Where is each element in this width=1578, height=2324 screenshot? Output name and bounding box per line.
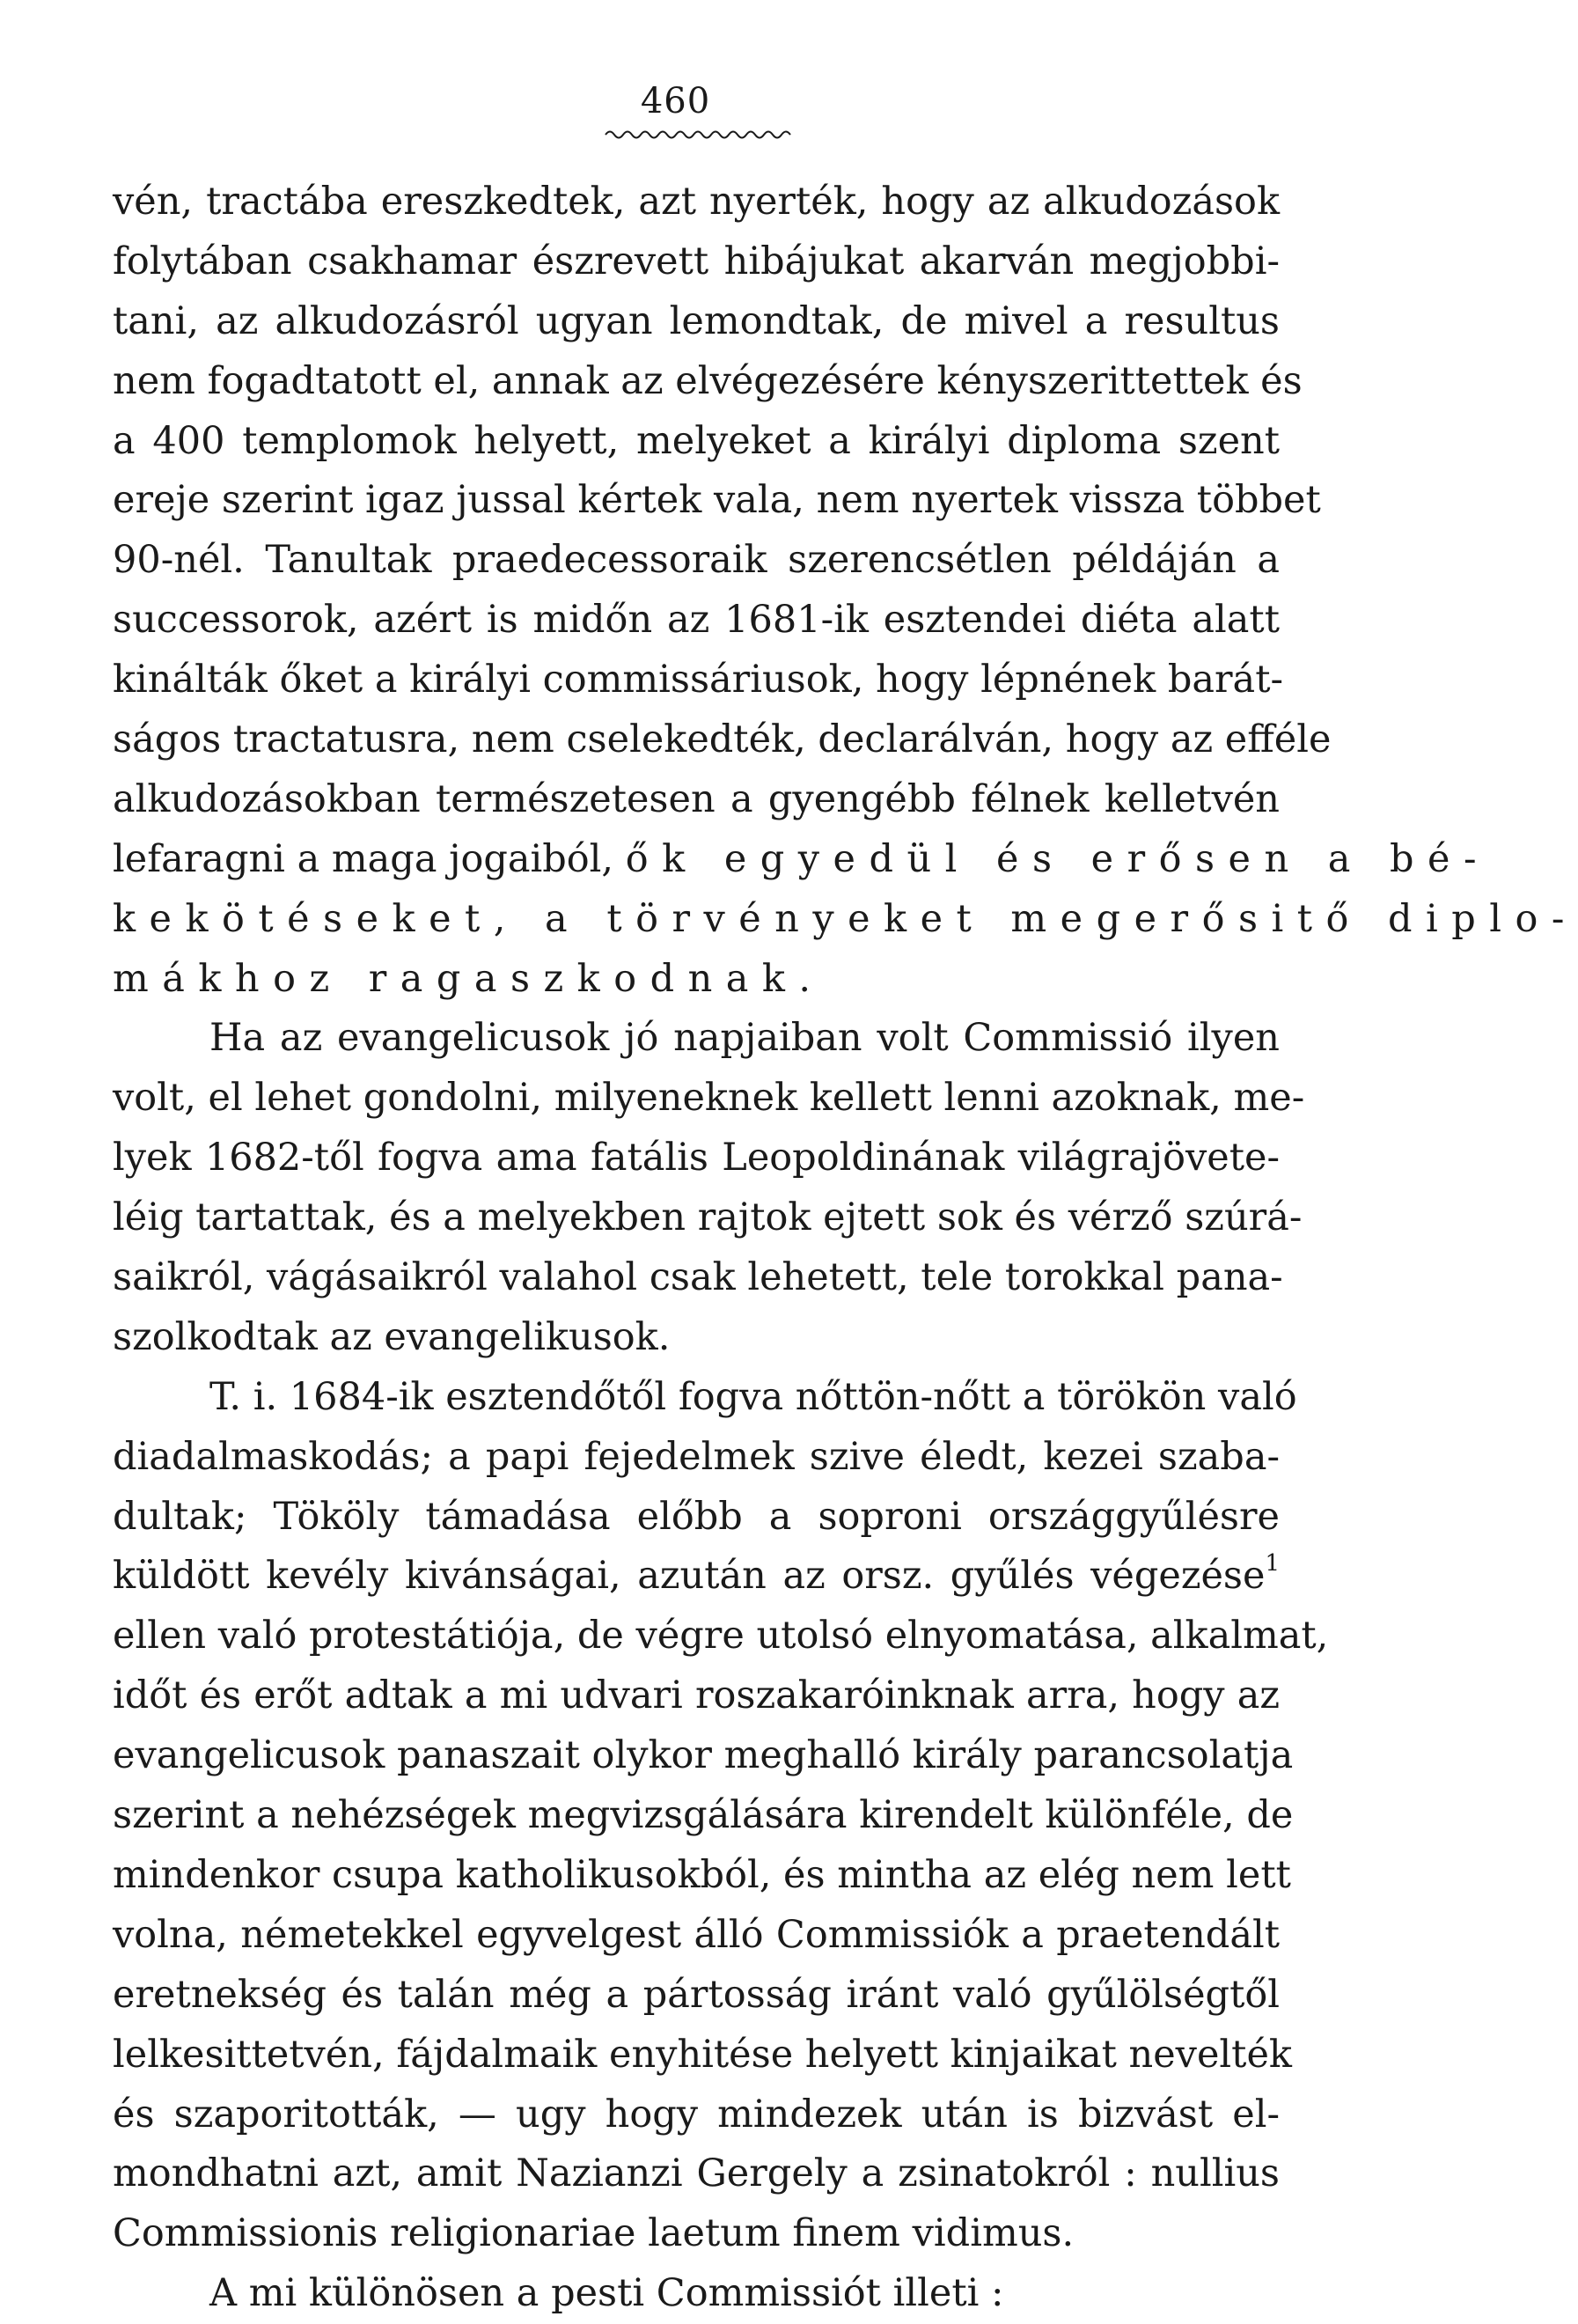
text-line (113, 1547, 1280, 1607)
footnote-marker: 1 (1265, 1550, 1280, 1578)
text-line (113, 710, 1332, 770)
text-line (113, 1726, 1294, 1786)
text-line (113, 412, 1280, 472)
line-text: lelkesittetvén, fájdalmaik enyhitése helyett kinjaikat nevelték (113, 2032, 1292, 2077)
text-line (113, 2085, 1280, 2145)
text-line (113, 352, 1303, 412)
text-line (113, 830, 1490, 890)
text-line (113, 1786, 1294, 1846)
wavy-rule-ornament (606, 129, 790, 141)
line-text: Commissionis religionariae laetum finem vidimus. (113, 2211, 1075, 2256)
text-line (113, 1069, 1305, 1129)
text-line (113, 2026, 1292, 2085)
line-text: evangelicusok panaszait olykor meghalló király parancsolatja (113, 1733, 1294, 1778)
text-line (113, 591, 1280, 651)
text-line (113, 1488, 1280, 1548)
text-line (113, 471, 1321, 531)
line-text: 90-nél. Tanultak praedecessoraik szerencsétlen példáján a (113, 538, 1280, 583)
line-text: ságos tractatusra, nem cselekedték, declarálván, hogy az efféle (113, 717, 1332, 762)
line-text: T. i. 1684-ik esztendőtől fogva nőttön-nőtt a törökön való (209, 1374, 1297, 1419)
text-line (113, 1906, 1280, 1966)
line-text: ereje szerint igaz jussal kértek vala, nem nyertek vissza többet (113, 478, 1321, 523)
line-text: volna, németekkel egyvelgest álló Commissiók a praetendált (113, 1912, 1280, 1957)
emphasized-text: ők egyedül és erősen a bé- (625, 836, 1490, 881)
text-line (113, 2204, 1280, 2264)
text-line (113, 651, 1283, 710)
line-text: időt és erőt adtak a mi udvari roszakaróinknak arra, hogy az (113, 1673, 1280, 1718)
text-line (113, 1248, 1283, 1308)
line-text: lefaragni a maga jogaiból, (113, 836, 626, 881)
text-line (113, 1666, 1280, 1726)
line-text: tani, az alkudozásról ugyan lemondtak, de mivel a resultus (113, 298, 1280, 343)
line-text: küldött kevély kivánságai, azután az orsz. gyűlés végezése (113, 1554, 1266, 1599)
line-text: lyek 1682-től fogva ama fatális Leopoldinának világrajövete- (113, 1136, 1280, 1180)
text-line (113, 1607, 1329, 1666)
line-text: mindenkor csupa katholikusokból, és mintha az elég nem lett (113, 1852, 1291, 1897)
text-line (113, 1129, 1280, 1188)
line-text: A mi különösen a pesti Commissiót illeti : (209, 2271, 1004, 2316)
text-line (113, 890, 1578, 950)
text-line (113, 1308, 1280, 1368)
line-text: a 400 templomok helyett, melyeket a királyi diploma szent (113, 418, 1280, 463)
line-text: szolkodtak az evangelikusok. (113, 1314, 671, 1359)
line-text: volt, el lehet gondolni, milyeneknek kellett lenni azoknak, me- (113, 1076, 1305, 1121)
line-text: dultak; Tököly támadása előbb a soproni országgyűlésre (113, 1494, 1280, 1539)
text-line (113, 950, 1280, 1010)
body-text (113, 173, 1578, 2324)
line-text: szerint a nehézségek megvizsgálására kirendelt különféle, de (113, 1793, 1294, 1838)
text-line (113, 770, 1280, 830)
page-number: 460 (640, 81, 711, 121)
text-line (113, 2264, 1280, 2324)
text-line (113, 232, 1280, 292)
text-line (113, 2144, 1280, 2204)
emphasized-text: mákhoz ragaszkodnak. (113, 956, 825, 1001)
line-text: alkudozásokban természetesen a gyengébb félnek kelletvén (113, 776, 1280, 821)
line-text: Ha az evangelicusok jó napjaiban volt Commissió ilyen (209, 1016, 1280, 1061)
line-text: és szaporitották, — ugy hogy mindezek után is bizvást el- (113, 2092, 1280, 2136)
line-text: successorok, azért is midőn az 1681-ik esztendei diéta alatt (113, 598, 1280, 643)
line-text: ellen való protestátiója, de végre utolsó elnyomatása, alkalmat, (113, 1614, 1329, 1658)
line-text: saikról, vágásaikról valahol csak lehetett, tele torokkal pana- (113, 1255, 1283, 1300)
text-line (113, 1846, 1291, 1906)
line-text: nem fogadtatott el, annak az elvégezésére kényszerittettek és (113, 358, 1303, 403)
line-text: mondhatni azt, amit Nazianzi Gergely a zsinatokról : nullius (113, 2151, 1280, 2196)
line-text: kinálták őket a királyi commissáriusok, hogy lépnének barát- (113, 658, 1283, 702)
text-line (113, 531, 1280, 591)
line-text: folytában csakhamar észrevett hibájukat akarván megjobbi- (113, 239, 1280, 283)
line-text: léig tartattak, és a melyekben rajtok ejtett sok és vérző szúrá- (113, 1195, 1303, 1240)
line-text: diadalmaskodás; a papi fejedelmek szive éledt, kezei szaba- (113, 1434, 1280, 1479)
text-line (113, 173, 1280, 232)
line-text: eretnekség és talán még a pártosság iránt való gyűlölségtől (113, 1972, 1280, 2017)
text-line (113, 1009, 1280, 1069)
emphasized-text: kekötéseket, a törvényeket megerősitő diplo- (113, 896, 1578, 941)
text-line (113, 1966, 1280, 2026)
text-line (113, 292, 1280, 352)
text-line (113, 1188, 1303, 1248)
text-line (113, 1368, 1297, 1428)
text-line (113, 1428, 1280, 1488)
line-text: vén, tractába ereszkedtek, azt nyerték, hogy az alkudozások (113, 180, 1280, 224)
